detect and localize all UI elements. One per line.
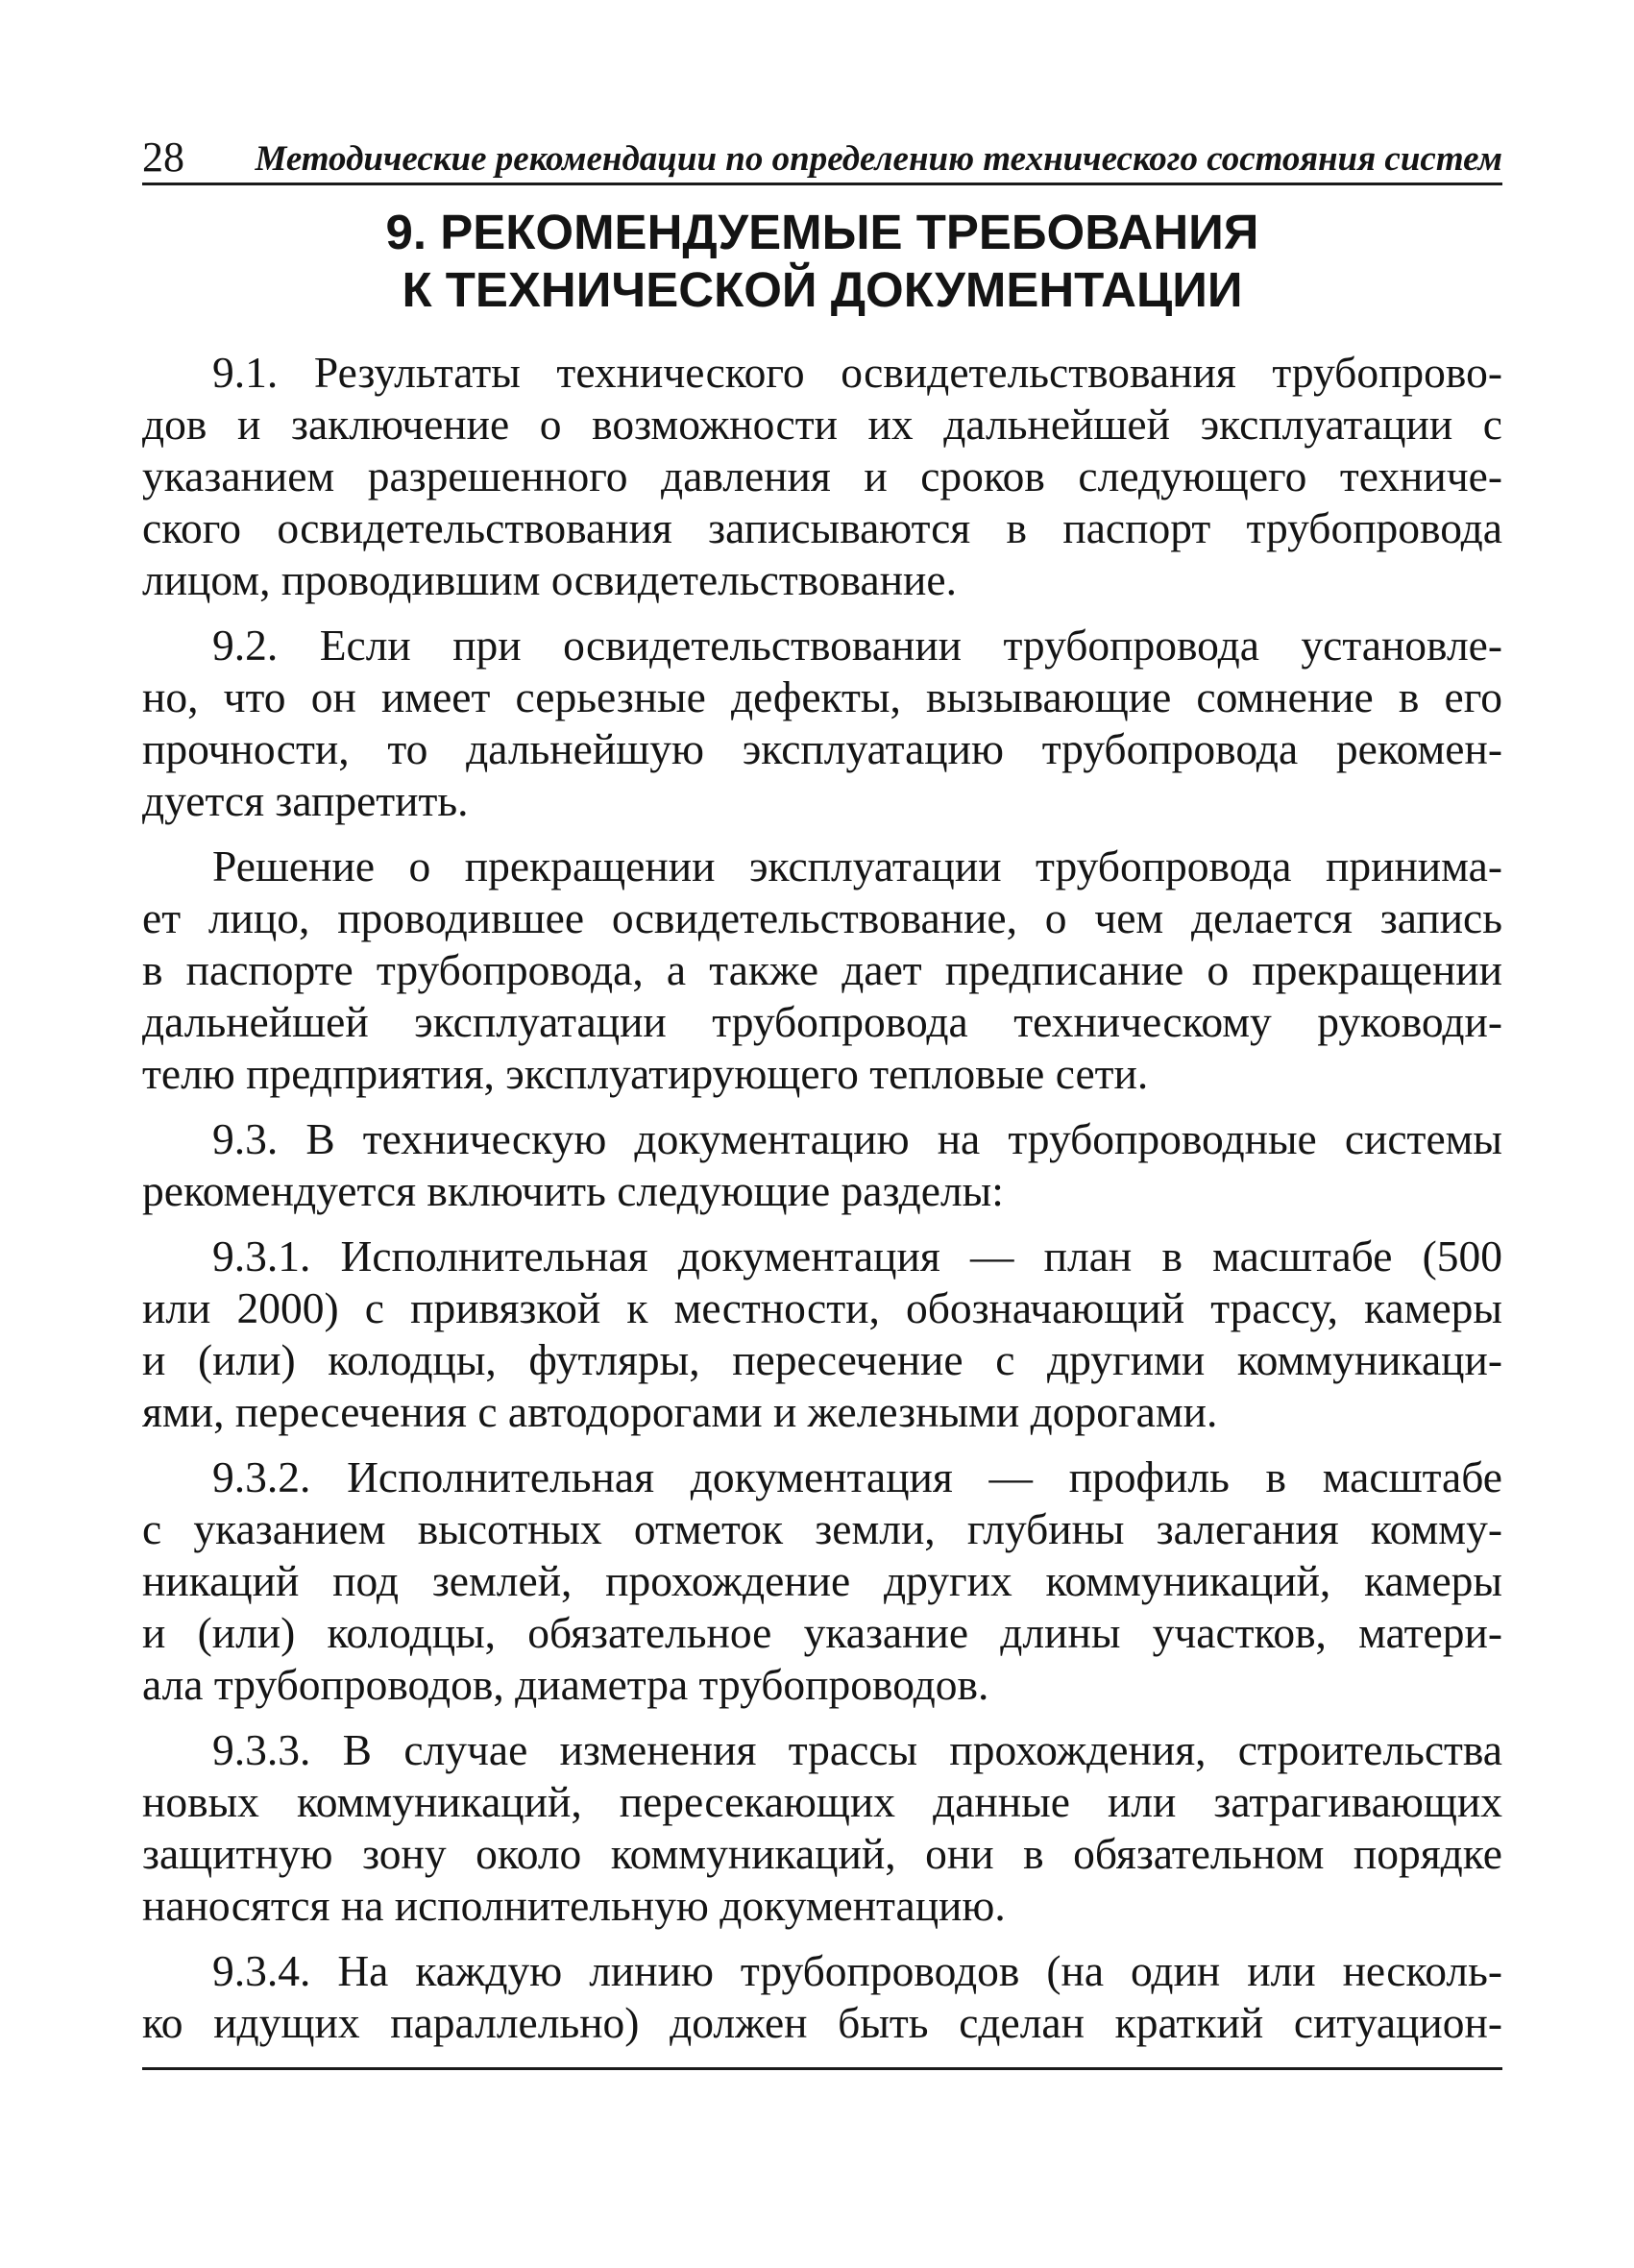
paragraph-line: ала трубопроводов, диаметра трубопроводов.	[142, 1660, 989, 1709]
paragraph-line: 9.2. Если при освидетельствовании трубопровода установле-	[212, 621, 1502, 670]
paragraph-line: 9.3.3. В случае изменения трассы прохождения, строительства	[212, 1725, 1502, 1774]
paragraph-line: 9.3.1. Исполнительная документация — план в масштабе (500	[212, 1232, 1502, 1280]
paragraph-line: но, что он имеет серьезные дефекты, вызывающие сомнение в его	[142, 672, 1502, 721]
chapter-title	[142, 204, 1502, 319]
paragraph-line: ями, пересечения с автодорогами и железными дорогами.	[142, 1387, 1218, 1436]
paragraph	[142, 1113, 1502, 1217]
paragraph-line: дов и заключение о возможности их дальнейшей эксплуатации с	[142, 400, 1502, 449]
paragraph-line: с указанием высотных отметок земли, глубины залегания комму-	[142, 1504, 1502, 1553]
paragraph-line: в паспорте трубопровода, а также дает предписание о прекращении	[142, 945, 1502, 994]
body-text	[142, 347, 1502, 2062]
paragraph	[142, 841, 1502, 1100]
paragraph-line: дуется запретить.	[142, 776, 469, 825]
paragraph	[142, 620, 1502, 827]
paragraph-line: ет лицо, проводившее освидетельствование, о чем делается запись	[142, 893, 1502, 942]
paragraph-line: и (или) колодцы, обязательное указание длины участков, матери-	[142, 1608, 1502, 1657]
chapter-title-line: К ТЕХНИЧЕСКОЙ ДОКУМЕНТАЦИИ	[402, 262, 1243, 317]
paragraph-line: 9.3.2. Исполнительная документация — профиль в масштабе	[212, 1452, 1502, 1501]
paragraph-line: новых коммуникаций, пересекающих данные или затрагивающих	[142, 1777, 1502, 1826]
paragraph-line: 9.1. Результаты технического освидетельствования трубопрово-	[212, 348, 1502, 397]
paragraph-line: и (или) колодцы, футляры, пересечение с другими коммуникаци-	[142, 1335, 1502, 1384]
paragraph	[142, 1945, 1502, 2049]
running-header	[142, 115, 1502, 185]
bottom-rule	[142, 2067, 1502, 2070]
paragraph	[142, 1451, 1502, 1711]
paragraph-line: прочности, то дальнейшую эксплуатацию трубопровода рекомен-	[142, 724, 1502, 773]
chapter-title-line: 9. РЕКОМЕНДУЕМЫЕ ТРЕБОВАНИЯ	[385, 205, 1259, 259]
paragraph-line: ского освидетельствования записываются в паспорт трубопровода	[142, 503, 1502, 552]
running-title: Методические рекомендации по определению технического состояния систем	[255, 139, 1502, 179]
paragraph-line: наносятся на исполнительную документацию.	[142, 1881, 1006, 1930]
paragraph-line: 9.3.4. На каждую линию трубопроводов (на один или несколь-	[212, 1946, 1502, 1995]
paragraph-line: 9.3. В техническую документацию на трубопроводные системы	[212, 1114, 1502, 1163]
paragraph-line: защитную зону около коммуникаций, они в обязательном порядке	[142, 1829, 1502, 1878]
paragraph-line: рекомендуется включить следующие разделы:	[142, 1166, 1004, 1215]
paragraph-line: указанием разрешенного давления и сроков следующего техниче-	[142, 451, 1502, 500]
paragraph-line: лицом, проводившим освидетельствование.	[142, 555, 957, 604]
paragraph-line: дальнейшей эксплуатации трубопровода техническому руководи-	[142, 997, 1502, 1046]
paragraph	[142, 347, 1502, 606]
paragraph-line: телю предприятия, эксплуатирующего тепловые сети.	[142, 1049, 1149, 1098]
paragraph-line: или 2000) с привязкой к местности, обозначающий трассу, камеры	[142, 1283, 1502, 1332]
page-number: 28	[142, 134, 184, 181]
paragraph	[142, 1724, 1502, 1932]
paragraph-line: Решение о прекращении эксплуатации трубопровода принима-	[212, 841, 1502, 890]
paragraph	[142, 1231, 1502, 1438]
paragraph-line: ко идущих параллельно) должен быть сделан краткий ситуацион-	[142, 1998, 1502, 2047]
paragraph-line: никаций под землей, прохождение других коммуникаций, камеры	[142, 1556, 1502, 1605]
